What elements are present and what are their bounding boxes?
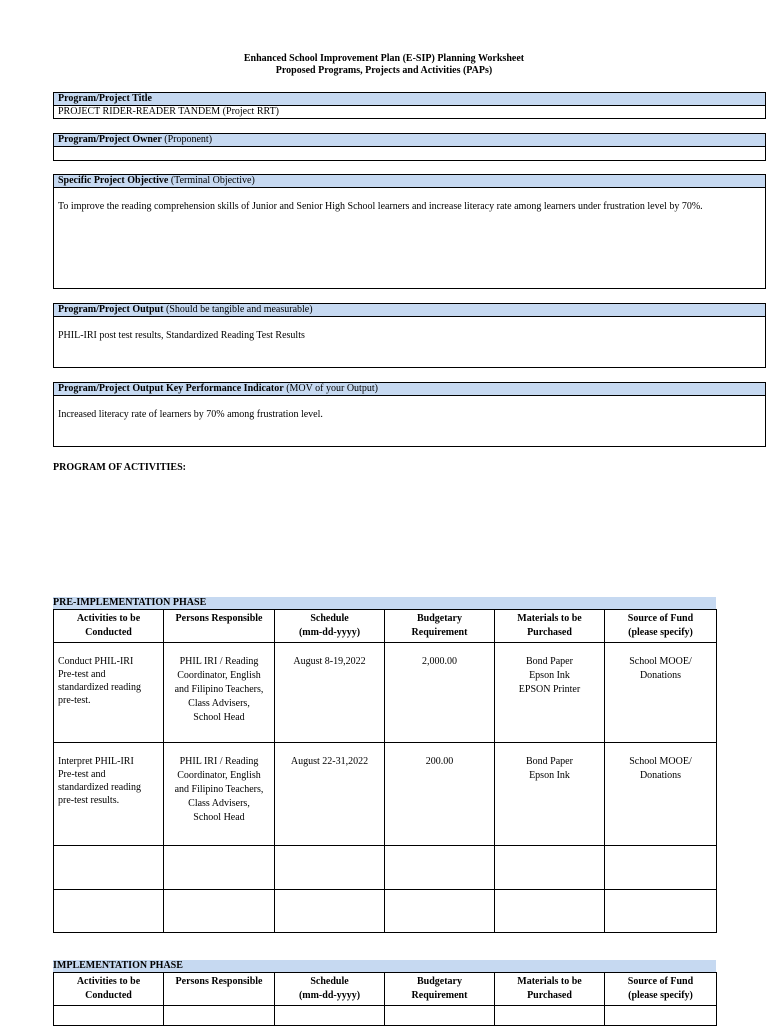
section-header: Program/Project Output (Should be tangible and measurable): [54, 304, 765, 317]
schedule-cell: August 22-31,2022: [275, 743, 385, 846]
schedule-cell: August 8-19,2022: [275, 643, 385, 743]
col-header-schedule: Schedule (mm-dd-yyyy): [275, 973, 385, 1006]
program-of-activities-heading: PROGRAM OF ACTIVITIES:: [53, 462, 186, 473]
col-header-fund: Source of Fund (please specify): [605, 973, 717, 1006]
materials-cell: Bond Paper Epson Ink EPSON Printer: [495, 643, 605, 743]
fund-cell: School MOOE/ Donations: [605, 643, 717, 743]
col-header-fund: Source of Fund (please specify): [605, 610, 717, 643]
table-row: [54, 643, 717, 743]
title-line-1: Enhanced School Improvement Plan (E-SIP) Planning Worksheet: [243, 53, 525, 64]
table-row-empty: [54, 890, 717, 933]
objective-value: To improve the reading comprehension skills of Junior and Senior High School learners and increase literacy rate among learners under frustration level by 70%.: [58, 201, 703, 212]
section-project-owner: [53, 133, 766, 161]
section-header: Program/Project Owner (Proponent): [54, 134, 765, 147]
col-header-materials: Materials to be Purchased: [495, 610, 605, 643]
implementation-table: [53, 972, 717, 1026]
project-owner-value: [54, 147, 765, 151]
budget-cell: 2,000.00: [385, 643, 495, 743]
col-header-persons: Persons Responsible: [164, 610, 275, 643]
activity-cell: Interpret PHIL-IRI Pre-test and standardized reading pre-test results.: [54, 743, 164, 846]
col-header-budget: Budgetary Requirement: [385, 973, 495, 1006]
col-header-materials: Materials to be Purchased: [495, 973, 605, 1006]
section-header: Program/Project Output Key Performance Indicator (MOV of your Output): [54, 383, 765, 396]
col-header-persons: Persons Responsible: [164, 973, 275, 1006]
section-header: Program/Project Title: [54, 93, 765, 106]
activity-cell: Conduct PHIL-IRI Pre-test and standardized reading pre-test.: [54, 643, 164, 743]
output-value: PHIL-IRI post test results, Standardized Reading Test Results: [58, 330, 305, 341]
persons-cell: PHIL IRI / Reading Coordinator, English and Filipino Teachers, Class Advisers, School Head: [164, 743, 275, 846]
pre-implementation-phase-header: PRE-IMPLEMENTATION PHASE: [53, 597, 716, 609]
fund-cell: School MOOE/ Donations: [605, 743, 717, 846]
table-row: [54, 743, 717, 846]
budget-cell: 200.00: [385, 743, 495, 846]
pre-implementation-table: [53, 609, 717, 933]
col-header-schedule: Schedule (mm-dd-yyyy): [275, 610, 385, 643]
col-header-budget: Budgetary Requirement: [385, 610, 495, 643]
table-row-empty: [54, 1006, 717, 1026]
kpi-value: Increased literacy rate of learners by 70% among frustration level.: [58, 409, 323, 420]
section-objective: [53, 174, 766, 289]
col-header-activities: Activities to be Conducted: [54, 610, 164, 643]
title-line-2: Proposed Programs, Projects and Activities (PAPs): [275, 65, 493, 76]
table-row-empty: [54, 846, 717, 890]
project-title-value: PROJECT RIDER-READER TANDEM (Project RRT): [58, 106, 280, 117]
section-kpi: [53, 382, 766, 447]
section-output: [53, 303, 766, 368]
col-header-activities: Activities to be Conducted: [54, 973, 164, 1006]
document-title: [0, 53, 768, 77]
section-header: Specific Project Objective (Terminal Objective): [54, 175, 765, 188]
persons-cell: PHIL IRI / Reading Coordinator, English and Filipino Teachers, Class Advisers, School Head: [164, 643, 275, 743]
section-project-title: [53, 92, 766, 119]
implementation-phase-header: IMPLEMENTATION PHASE: [53, 960, 716, 972]
materials-cell: Bond Paper Epson Ink: [495, 743, 605, 846]
